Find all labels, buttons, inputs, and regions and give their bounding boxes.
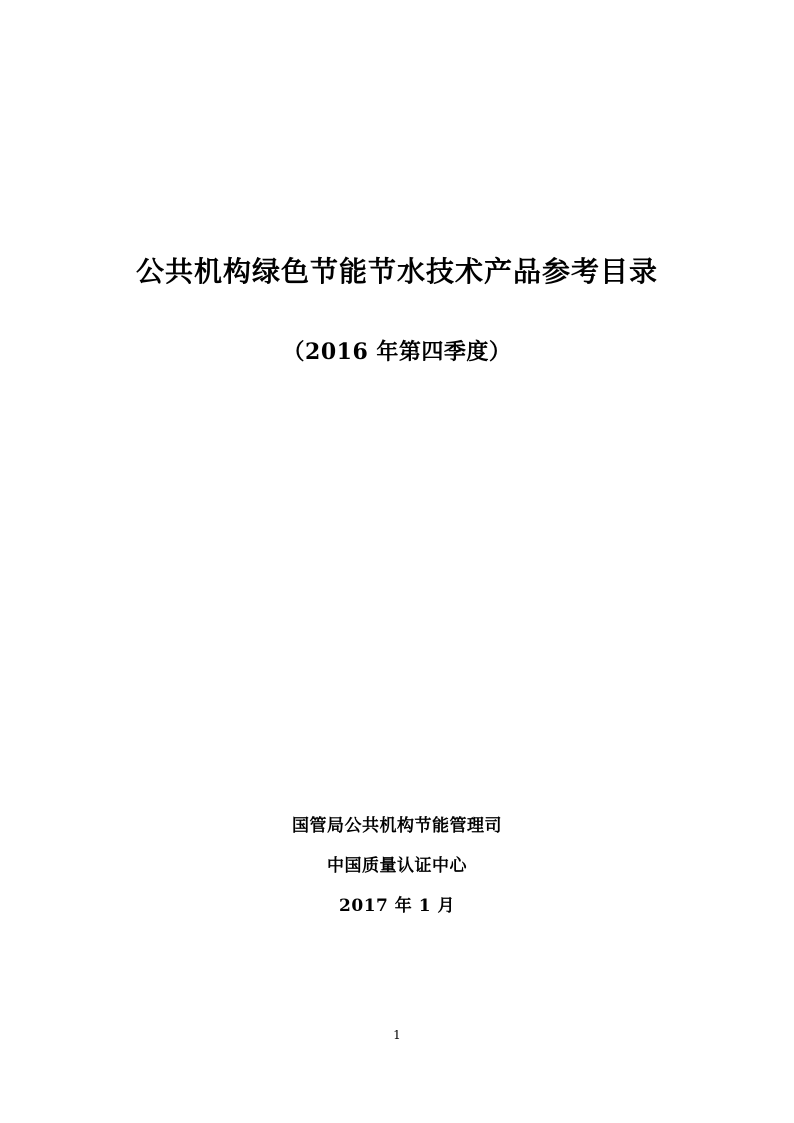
title-block: [0, 252, 794, 368]
page-title: 公共机构绿色节能节水技术产品参考目录: [135, 255, 658, 288]
issuer-secondary: 中国质量认证中心: [327, 856, 467, 876]
page-number: 1: [393, 1028, 401, 1042]
publication-date: 2017 年 1 月: [339, 896, 455, 916]
issuer-block: [0, 806, 794, 926]
document-subtitle: （2016 年第四季度）: [282, 339, 512, 365]
issuer-primary: 国管局公共机构节能管理司: [292, 816, 502, 836]
